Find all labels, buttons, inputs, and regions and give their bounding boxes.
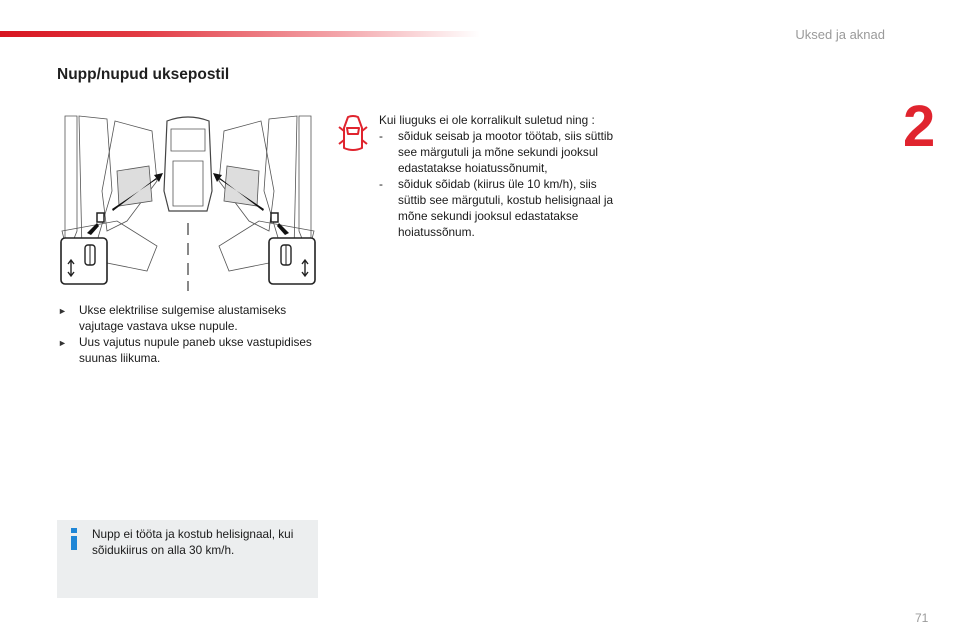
car-door-warning-icon xyxy=(337,114,369,154)
page-number: 71 xyxy=(915,611,929,625)
dash-icon: - xyxy=(379,177,383,191)
header-accent-bar xyxy=(0,31,480,37)
list-item xyxy=(57,302,319,334)
warning-item-text: sõiduk seisab ja mootor töötab, siis süttib see märgutuli ja mõne sekundi jooksul edastatakse hoiatussõnumit, xyxy=(398,129,614,175)
info-icon xyxy=(68,527,80,551)
step-text: Ukse elektrilise sulgemise alustamiseks vajutage vastava ukse nupule. xyxy=(79,303,287,333)
warning-intro: Kui liuguks ei ole korralikult suletud ning : xyxy=(379,113,595,127)
warning-item-text: sõiduk sõidab (kiirus üle 10 km/h), siis süttib see märgutuli, kostub helisignaal ja mõne sekundi jooksul edastatakse hoiatussõnum. xyxy=(398,177,614,239)
step-bullet-icon: ► xyxy=(58,338,67,348)
dash-icon: - xyxy=(379,129,383,143)
step-text: Uus vajutus nupule paneb ukse vastupidises suunas liikuma. xyxy=(79,335,312,365)
section-label: Uksed ja aknad xyxy=(795,27,885,42)
page-title: Nupp/nupud uksepostil xyxy=(57,66,230,83)
chapter-number: 2 xyxy=(903,94,936,159)
van-door-button-illustration xyxy=(57,111,319,291)
instruction-list xyxy=(57,302,319,366)
info-box xyxy=(57,520,318,598)
step-bullet-icon: ► xyxy=(58,306,67,316)
info-text: Nupp ei tööta ja kostub helisignaal, kui sõidukiirus on alla 30 km/h. xyxy=(92,527,294,557)
list-item xyxy=(379,128,614,176)
warning-list xyxy=(379,128,614,240)
list-item xyxy=(57,334,319,366)
list-item xyxy=(379,176,614,240)
